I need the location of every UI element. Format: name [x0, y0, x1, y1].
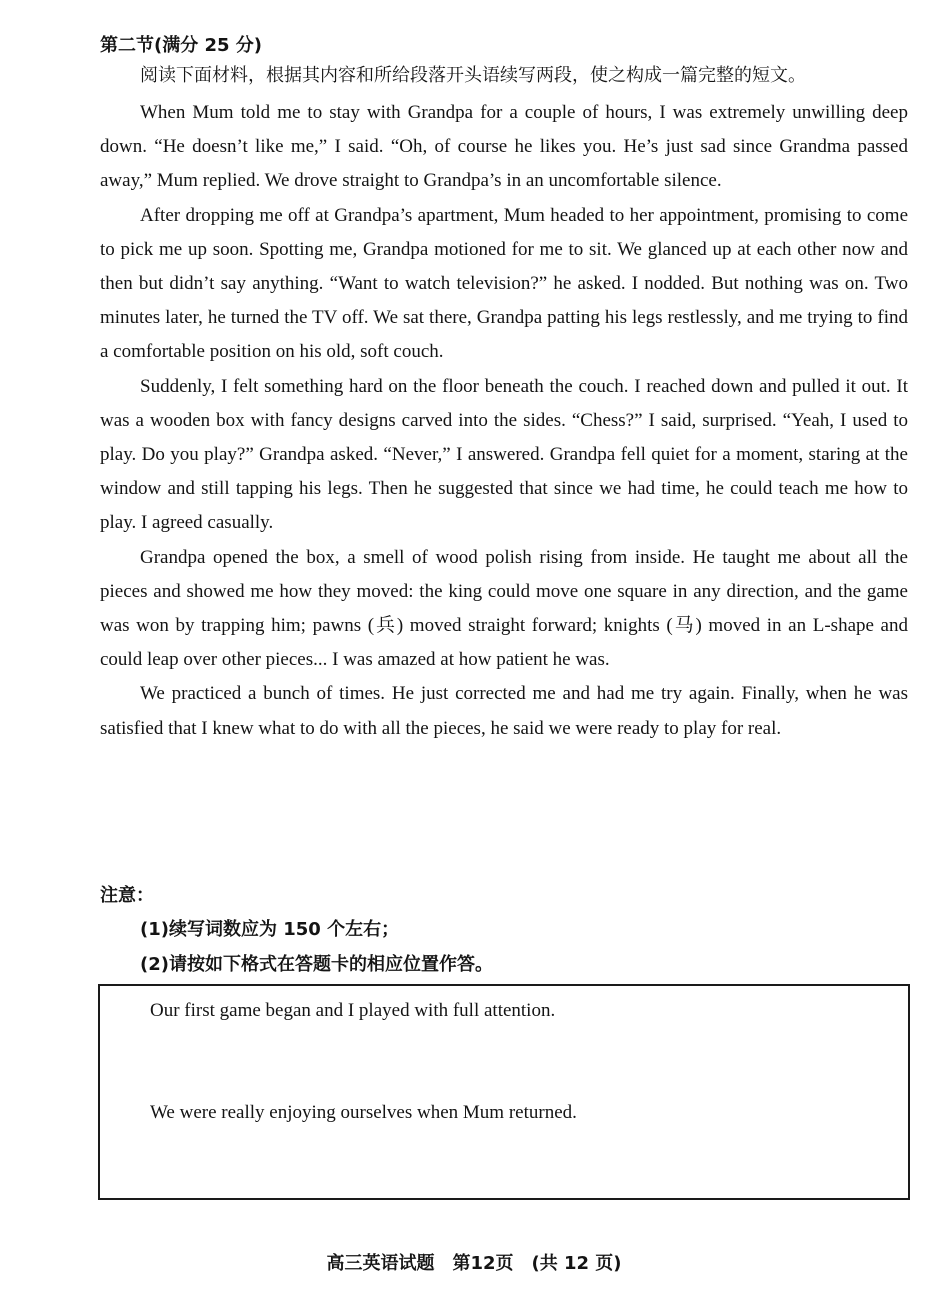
instruction-text: 阅读下面材料，根据其内容和所给段落开头语续写两段，使之构成一篇完整的短文。 — [140, 65, 806, 86]
passage-paragraph: Grandpa opened the box, a smell of wood polish rising from inside. He taught me about all the pieces and showed me how they moved: the king could move one square in any direction, and the game was won by trapping him; pawns (兵) moved straight forward; knights (马) moved in an L-shape and could leap over other pieces... I was amazed at how patient he was. — [100, 546, 908, 671]
note-item: (1)续写词数应为 150 个左右； — [140, 919, 400, 940]
reading-passage — [100, 96, 908, 746]
notes-label: 注意： — [100, 885, 154, 906]
note-item: (2)请按如下格式在答题卡的相应位置作答。 — [140, 954, 493, 975]
passage-paragraph: We practiced a bunch of times. He just corrected me and had me try again. Finally, when he was satisfied that I knew what to do with all the pieces, he said we were ready to play for real. — [100, 683, 908, 739]
passage-paragraph: When Mum told me to stay with Grandpa for a couple of hours, I was extremely unwilling deep down. “He doesn’t like me,” I said. “Oh, of course he likes you. He’s just sad since Grandma passed away,” Mum replied. We drove straight to Grandpa’s in an uncomfortable silence. — [100, 102, 908, 192]
passage-paragraph: After dropping me off at Grandpa’s apartment, Mum headed to her appointment, promising to come to pick me up soon. Spotting me, Grandpa motioned for me to sit. We glanced up at each other now and then but didn’t say anything. “Want to watch television?” he asked. I nodded. But nothing was on. Two minutes later, he turned the TV off. We sat there, Grandpa patting his legs restlessly, and me trying to find a comfortable position on his old, soft couch. — [100, 204, 908, 363]
passage-paragraph: Suddenly, I felt something hard on the floor beneath the couch. I reached down and pulled it out. It was a wooden box with fancy designs carved into the sides. “Chess?” I said, surprised. “Yeah, I used to play. Do you play?” Grandpa asked. “Never,” I answered. Grandpa fell quiet for a moment, staring at the window and still tapping his legs. Then he suggested that since we had time, he could teach me how to play. I agreed casually. — [100, 375, 908, 534]
section-title: 第二节(满分 25 分) — [100, 35, 263, 56]
answer-box — [98, 984, 910, 1200]
paragraph-prompt-1: Our first game began and I played with full attention. — [150, 1000, 556, 1021]
paragraph-prompt-2: We were really enjoying ourselves when Mum returned. — [150, 1102, 577, 1123]
page-footer: 高三英语试题 第12页 (共 12 页) — [326, 1253, 622, 1274]
